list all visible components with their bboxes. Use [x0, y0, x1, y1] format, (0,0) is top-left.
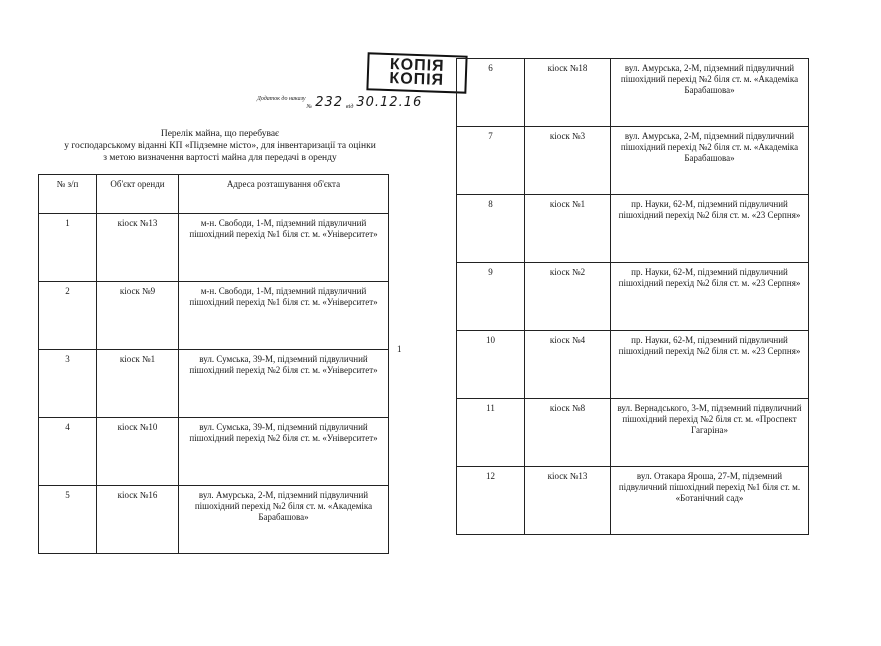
- document-heading: [40, 128, 400, 164]
- row-address: вул. Сумська, 39-М, підземний підвуличний пішохідний перехід №2 біля ст. м. «Університет»: [179, 418, 389, 486]
- stamp-line-2: КОПІЯ: [389, 70, 445, 89]
- row-address: пр. Науки, 62-М, підземний підвуличний пішохідний перехід №2 біля ст. м. «23 Серпня»: [611, 195, 809, 263]
- appendix-label: Додаток до наказу: [257, 96, 306, 102]
- appendix-reference: [255, 95, 422, 110]
- appendix-number-prefix: №: [306, 104, 313, 110]
- row-number: 4: [39, 418, 97, 486]
- row-number: 12: [457, 467, 525, 535]
- row-object: кіоск №8: [525, 399, 611, 467]
- appendix-date-prefix: від: [346, 104, 354, 110]
- header-address: Адреса розташування об'єкта: [179, 175, 389, 214]
- row-number: 1: [39, 214, 97, 282]
- table-row: [39, 350, 389, 418]
- row-object: кіоск №10: [97, 418, 179, 486]
- header-number: № з/п: [39, 175, 97, 214]
- table-row: [39, 486, 389, 554]
- property-table-right: [456, 58, 809, 535]
- table-row: [457, 59, 809, 127]
- row-address: пр. Науки, 62-М, підземний підвуличний пішохідний перехід №2 біля ст. м. «23 Серпня»: [611, 263, 809, 331]
- row-object: кіоск №18: [525, 59, 611, 127]
- table-row: [39, 418, 389, 486]
- row-object: кіоск №13: [97, 214, 179, 282]
- row-number: 2: [39, 282, 97, 350]
- row-number: 6: [457, 59, 525, 127]
- table-row: [457, 399, 809, 467]
- row-address: м-н. Свободи, 1-М, підземний підвуличний пішохідний перехід №1 біля ст. м. «Університет»: [179, 282, 389, 350]
- row-number: 9: [457, 263, 525, 331]
- row-address: вул. Вернадського, 3-М, підземний підвуличний пішохідний перехід №2 біля ст. м. «Проспект Гагаріна»: [611, 399, 809, 467]
- row-address: вул. Амурська, 2-М, підземний підвуличний пішохідний перехід №2 біля ст. м. «Академіка Барабашова»: [179, 486, 389, 554]
- row-object: кіоск №1: [97, 350, 179, 418]
- row-object: кіоск №13: [525, 467, 611, 535]
- heading-line-1: Перелік майна, що перебуває: [160, 129, 280, 139]
- table-row: [457, 263, 809, 331]
- table-row: [457, 331, 809, 399]
- heading-line-2: у господарському віданні КП «Підземне місто», для інвентаризації та оцінки: [64, 141, 376, 151]
- row-number: 10: [457, 331, 525, 399]
- table-header-row: [39, 175, 389, 214]
- table-row: [457, 127, 809, 195]
- stamp-line-1: КОПІЯ: [389, 56, 445, 75]
- row-address: вул. Отакара Яроша, 27-М, підземний підвуличний пішохідний перехід №1 біля ст. м. «Ботанічний сад»: [611, 467, 809, 535]
- row-number: 8: [457, 195, 525, 263]
- appendix-number: 232: [315, 95, 344, 110]
- row-object: кіоск №1: [525, 195, 611, 263]
- row-number: 7: [457, 127, 525, 195]
- row-number: 3: [39, 350, 97, 418]
- row-number: 5: [39, 486, 97, 554]
- row-address: вул. Амурська, 2-М, підземний підвуличний пішохідний перехід №2 біля ст. м. «Академіка Барабашова»: [611, 59, 809, 127]
- table-row: [457, 467, 809, 535]
- table-row: [39, 282, 389, 350]
- row-object: кіоск №3: [525, 127, 611, 195]
- row-address: м-н. Свободи, 1-М, підземний підвуличний пішохідний перехід №1 біля ст. м. «Університет»: [179, 214, 389, 282]
- table-row: [39, 214, 389, 282]
- page-marker: 1: [397, 344, 402, 354]
- row-number: 11: [457, 399, 525, 467]
- heading-line-3: з метою визначення вартості майна для передачі в оренду: [103, 153, 337, 163]
- header-object: Об'єкт оренди: [97, 175, 179, 214]
- row-object: кіоск №9: [97, 282, 179, 350]
- row-object: кіоск №16: [97, 486, 179, 554]
- property-table-left: [38, 174, 389, 554]
- row-address: вул. Сумська, 39-М, підземний підвуличний пішохідний перехід №2 біля ст. м. «Університет»: [179, 350, 389, 418]
- row-address: пр. Науки, 62-М, підземний підвуличний пішохідний перехід №2 біля ст. м. «23 Серпня»: [611, 331, 809, 399]
- copy-stamp: [366, 52, 467, 93]
- appendix-date: 30.12.16: [356, 95, 423, 110]
- row-object: кіоск №2: [525, 263, 611, 331]
- row-object: кіоск №4: [525, 331, 611, 399]
- row-address: вул. Амурська, 2-М, підземний підвуличний пішохідний перехід №2 біля ст. м. «Академіка Барабашова»: [611, 127, 809, 195]
- table-row: [457, 195, 809, 263]
